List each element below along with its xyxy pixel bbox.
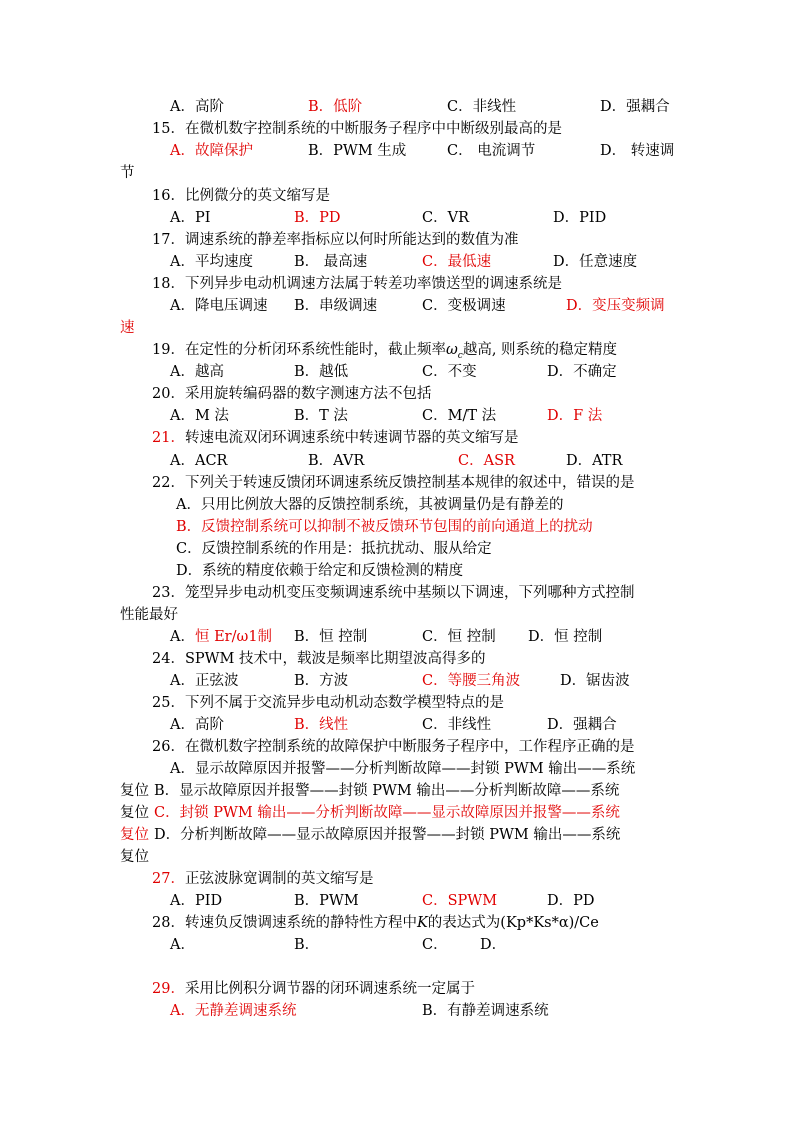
q16-option-a: A．PI — [170, 210, 211, 226]
q28-k: K — [416, 915, 428, 931]
q20-option-a: A．M 法 — [170, 408, 229, 424]
q14-option-b: B．低阶 — [308, 99, 363, 115]
q19-option-a: A．越高 — [170, 364, 224, 380]
q24-option-c: C．等腰三角波 — [422, 673, 521, 689]
q25-option-d: D．强耦合 — [547, 717, 617, 733]
q20-option-b: B．T 法 — [294, 408, 348, 424]
q17-option-c: C．最低速 — [422, 254, 492, 270]
q18-option-c: C．变极调速 — [422, 298, 506, 314]
q28-option-c: C． — [422, 937, 448, 953]
q26-wrap: 复位 — [120, 849, 149, 865]
q24-option-b: B．方波 — [294, 673, 349, 689]
q23-wrap: 性能最好 — [120, 607, 178, 623]
q26-stem: 26．在微机数字控制系统的故障保护中断服务子程序中，工作程序正确的是 — [152, 739, 635, 755]
q23-option-d: D．恒 控制 — [528, 629, 603, 645]
q22-option-d: D．系统的精度依赖于给定和反馈检测的精度 — [176, 563, 464, 579]
q20-option-d: D．F 法 — [547, 408, 603, 424]
q15-option-b: B．PWM 生成 — [308, 143, 407, 159]
q18-option-b: B．串级调速 — [294, 298, 378, 314]
q29-number: 29． — [152, 981, 185, 997]
q21-stem-text: 转速电流双闭环调速系统中转速调节器的英文缩写是 — [184, 430, 519, 446]
q26-option-d: D．分析判断故障——显示故障原因并报警——封锁 PWM 输出——系统 — [154, 827, 621, 843]
q25-option-c: C．非线性 — [422, 717, 492, 733]
q23-option-a — [170, 628, 272, 646]
q27-stem — [152, 870, 373, 888]
q19-option-d: D．不确定 — [547, 364, 617, 380]
q28-stem-pre: 28．转速负反馈调速系统的静特性方程中 — [152, 915, 417, 931]
q15-stem: 15．在微机数字控制系统的中断服务子程序中中断级别最高的是 — [152, 121, 562, 137]
q21-option-a: A．ACR — [170, 453, 228, 469]
q25-option-a: A．高阶 — [170, 717, 224, 733]
q24-option-a: A．正弦波 — [170, 673, 239, 689]
q14-option-d: D．强耦合 — [600, 99, 670, 115]
q19-stem — [152, 341, 617, 365]
q28-option-d: D． — [480, 937, 507, 953]
q24-stem: 24．SPWM 技术中，载波是频率比期望波高得多的 — [152, 651, 486, 667]
q27-number: 27． — [152, 871, 185, 887]
q16-stem: 16．比例微分的英文缩写是 — [152, 188, 330, 204]
q21-option-b: B．AVR — [308, 453, 365, 469]
q21-option-c: C．ASR — [458, 453, 515, 469]
q27-option-d: D．PD — [547, 893, 595, 909]
q24-option-d: D．锯齿波 — [560, 673, 630, 689]
q16-option-c: C．VR — [422, 210, 469, 226]
q20-stem: 20．采用旋转编码器的数字测速方法不包括 — [152, 386, 432, 402]
q17-option-a: A．平均速度 — [170, 254, 253, 270]
q27-option-a: A．PID — [170, 893, 223, 909]
q15-option-d: D． 转速调 — [600, 143, 675, 159]
q26-option-b-prefix: 复位 — [120, 783, 149, 799]
q26-option-a: A．显示故障原因并报警——分析判断故障——封锁 PWM 输出——系统 — [170, 761, 636, 777]
q19-option-b: B．越低 — [294, 364, 349, 380]
q27-option-c: C．SPWM — [422, 893, 498, 909]
q25-option-b: B．线性 — [294, 717, 349, 733]
q17-stem: 17．调速系统的静差率指标应以何时所能达到的数值为准 — [152, 232, 519, 248]
q21-stem — [152, 429, 518, 447]
q14-option-c: C．非线性 — [447, 99, 517, 115]
q18-wrap: 速 — [120, 320, 135, 336]
q29-option-a: A．无静差调速系统 — [170, 1003, 297, 1019]
q22-option-a: A．只用比例放大器的反馈控制系统，其被调量仍是有静差的 — [176, 497, 564, 513]
q28-stem — [152, 914, 599, 932]
q26-option-b: B．显示故障原因并报警——封锁 PWM 输出——分析判断故障——系统 — [154, 783, 620, 799]
q26-option-c-prefix: 复位 — [120, 805, 149, 821]
q29-stem — [152, 980, 475, 998]
q18-option-a: A．降电压调速 — [170, 298, 268, 314]
q18-option-d: D．变压变频调 — [566, 298, 665, 314]
q23-option-a-text: 恒 Er/ω1制 — [194, 629, 273, 645]
q14-option-a: A．高阶 — [170, 99, 224, 115]
q22-option-c: C．反馈控制系统的作用是：抵抗扰动、服从给定 — [176, 541, 492, 557]
q27-option-b: B．PWM — [294, 893, 359, 909]
q16-option-b: B．PD — [294, 210, 341, 226]
q23-option-b: B．恒 控制 — [294, 629, 368, 645]
q18-stem: 18．下列异步电动机调速方法属于转差功率馈送型的调速系统是 — [152, 276, 562, 292]
q26-option-c: C．封锁 PWM 输出——分析判断故障——显示故障原因并报警——系统 — [154, 805, 620, 821]
q26-option-b-line — [120, 782, 619, 800]
q19-omega: ω — [445, 342, 458, 358]
q21-option-d: D．ATR — [566, 453, 623, 469]
q19-option-c: C．不变 — [422, 364, 477, 380]
q26-option-c-line — [120, 804, 620, 822]
q15-option-a: A．故障保护 — [170, 143, 253, 159]
q23-stem: 23．笼型异步电动机变压变频调速系统中基频以下调速，下列哪种方式控制 — [152, 585, 635, 601]
q19-stem-post: 越高, 则系统的稳定精度 — [462, 342, 618, 358]
q28-option-b: B． — [294, 937, 320, 953]
q17-option-d: D．任意速度 — [553, 254, 638, 270]
q23-option-a-letter: A． — [170, 629, 195, 645]
q22-stem: 22．下列关于转速反馈闭环调速系统反馈控制基本规律的叙述中，错误的是 — [152, 475, 635, 491]
q15-wrap: 节 — [120, 165, 135, 181]
q25-stem: 25．下列不属于交流异步电动机动态数学模型特点的是 — [152, 695, 504, 711]
q29-stem-text: 采用比例积分调节器的闭环调速系统一定属于 — [184, 981, 475, 997]
q15-option-c: C． 电流调节 — [447, 143, 536, 159]
q19-omega-sub: c — [457, 350, 463, 361]
q19-stem-pre: 19．在定性的分析闭环系统性能时，截止频率 — [152, 342, 446, 358]
q28-stem-post: 的表达式为(Kp*Ks*α)/Ce — [427, 915, 599, 931]
q26-option-d-line — [120, 826, 620, 844]
q16-option-d: D．PID — [553, 210, 607, 226]
q23-option-c: C．恒 控制 — [422, 629, 496, 645]
q26-option-d-prefix: 复位 — [120, 827, 149, 843]
q27-stem-text: 正弦波脉宽调制的英文缩写是 — [184, 871, 374, 887]
q21-number: 21． — [152, 430, 185, 446]
q20-option-c: C．M/T 法 — [422, 408, 497, 424]
q22-option-b: B．反馈控制系统可以抑制不被反馈环节包围的前向通道上的扰动 — [176, 519, 593, 535]
q29-option-b: B．有静差调速系统 — [422, 1003, 549, 1019]
q28-option-a: A． — [170, 937, 195, 953]
q17-option-b: B． 最高速 — [294, 254, 368, 270]
